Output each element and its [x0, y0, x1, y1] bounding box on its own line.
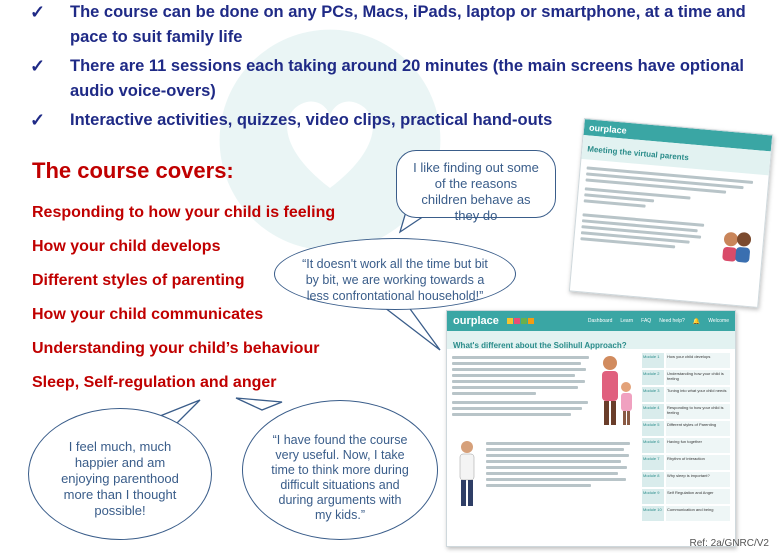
module-item[interactable]: Module 10 Communication and being — [642, 506, 730, 521]
nav-faq[interactable]: FAQ — [641, 318, 652, 324]
bullet-text: The course can be done on any PCs, Macs, iPads, laptop or smartphone, at a time and pace to suit family life — [70, 3, 746, 46]
covers-item: Responding to how your child is feeling — [32, 204, 336, 221]
bullet-text: There are 11 sessions each taking around 20 minutes (the main screens have optional audio voice-overs) — [70, 57, 744, 100]
module-item[interactable]: Module 1 How your child develops — [642, 353, 730, 368]
quote-text: I feel much, much happier and am enjoying parenthood more than I thought possible! — [61, 439, 179, 518]
check-icon: ✓ — [30, 56, 46, 76]
screen-heading: What's different about the Solihull Approach? — [453, 341, 627, 350]
bullet-text: Interactive activities, quizzes, video clips, practical hand-outs — [70, 111, 553, 129]
check-icon: ✓ — [30, 110, 46, 130]
quote-bubble-happier — [28, 408, 212, 540]
quote-bubble-useful — [242, 400, 438, 540]
quote-bubble-reasons — [396, 150, 556, 223]
module-item[interactable]: Module 7 Rhythm of interaction — [642, 455, 730, 470]
quote-text: “I have found the course very useful. Now, I take time to think more during difficult situations and during arguments with my kids.” — [271, 433, 409, 522]
nav-welcome[interactable]: Welcome — [708, 318, 729, 324]
check-icon: ✓ — [30, 2, 46, 22]
covers-title: The course covers: — [32, 158, 234, 183]
brand-logo: ourplace — [453, 315, 499, 327]
nav-help[interactable]: Need help? — [659, 318, 685, 324]
brand-logo: ourplace — [588, 122, 628, 136]
nav-dashboard[interactable]: Dashboard — [587, 318, 613, 324]
nav-learn[interactable]: Learn — [620, 318, 634, 324]
module-item[interactable]: Module 5 Different styles of Parenting — [642, 421, 730, 436]
covers-item: How your child communicates — [32, 306, 264, 323]
module-item[interactable]: Module 8 Why sleep is important? — [642, 472, 730, 487]
module-item[interactable]: Module 3 Tuning into what your child needs — [642, 387, 730, 402]
reference-code: Ref: 2a/GNRC/V2 — [689, 538, 769, 549]
bell-icon[interactable]: 🔔 — [692, 318, 701, 325]
quote-bubble-household — [274, 238, 516, 310]
covers-item: Sleep, Self-regulation and anger — [32, 374, 277, 391]
module-item[interactable]: Module 2 Understanding how your child is feeling — [642, 370, 730, 385]
module-item[interactable]: Module 9 Self Regulation and Anger — [642, 489, 730, 504]
quote-text: “It doesn't work all the time but bit by bit, we are working towards a less confrontational household!” — [302, 257, 488, 303]
screen-heading: Meeting the virtual parents — [586, 144, 690, 163]
module-item[interactable]: Module 4 Responding to how your child is feeling — [642, 404, 730, 419]
covers-item: How your child develops — [32, 238, 221, 255]
quote-text: I like finding out some of the reasons children behave as they do — [413, 160, 539, 223]
covers-item: Understanding your child’s behaviour — [32, 340, 320, 357]
module-item[interactable]: Module 6 Having fun together — [642, 438, 730, 453]
covers-item: Different styles of parenting — [32, 272, 245, 289]
